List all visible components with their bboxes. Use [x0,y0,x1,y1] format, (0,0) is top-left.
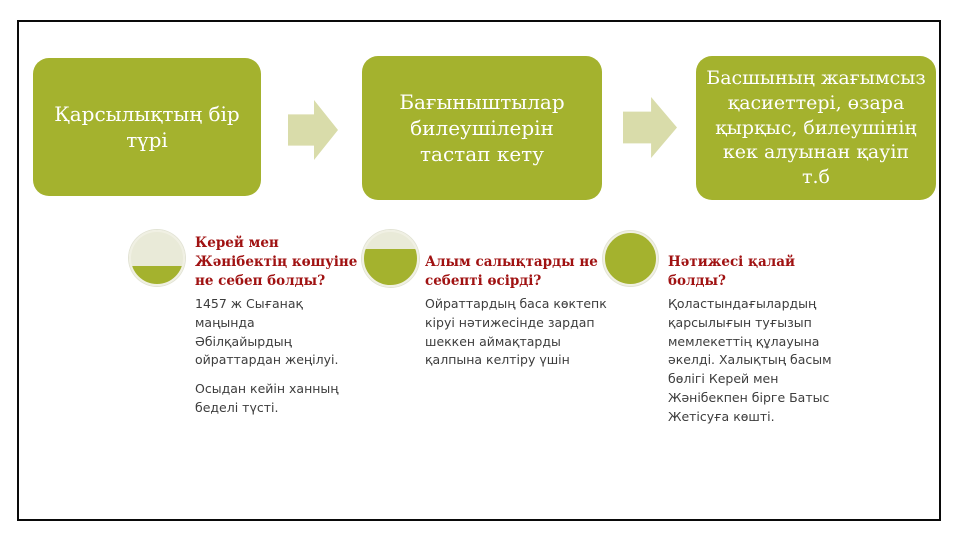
progress-circle-one-third-icon [129,230,185,286]
column-3-heading: Нәтижесі қалай болды? [668,254,796,290]
flow-box-1-label: Қарсылықтың бір түрі [54,102,240,152]
flow-box-1 [33,58,261,196]
column-2-paragraph-1: Ойраттардың баса көктепк кіруі нәтижесінде зардап шеккен аймақтарды қалпына келтіру үшін [425,296,607,368]
column-1-heading-wrap [195,234,361,291]
arrow-right-icon-1 [288,100,338,160]
column-3 [668,234,854,436]
progress-circle-two-thirds-icon [362,230,419,287]
column-1-paragraph-1: 1457 ж Сығанақ маңында Әбілқайырдың ойраттардан жеңілуі. [195,296,339,368]
column-2-heading-wrap [425,234,611,291]
slide-canvas [17,20,941,521]
flow-box-2-label: Бағыныштылар билеушілерін тастап кету [399,90,565,166]
arrow-right-icon-2 [623,97,677,158]
column-1-heading: Керей мен Жәнібектің көшуіне не себеп болды? [195,235,358,290]
column-1-paragraph-2: Осыдан кейін ханның беделі түсті. [195,381,339,415]
column-2-heading: Алым салықтарды не себепті өсірді? [425,254,598,290]
column-3-heading-wrap [668,234,854,291]
progress-circle-full-icon [603,231,658,286]
column-2 [425,234,611,380]
flow-box-2 [362,56,602,200]
column-1 [195,234,361,428]
flow-box-3 [696,56,936,200]
column-3-paragraph-1: Қоластындағылардың қарсылығын туғызып мемлекеттің құлауына әкелді. Халықтың басым бөлігі Керей мен Жәнібекпен бірге Батыс Жетісуға көшті. [668,296,832,424]
flow-box-3-label: Басшының жағымсыз қасиеттері, өзара қырқыс, билеушінің кек алуынан қауіп т.б [706,67,926,189]
